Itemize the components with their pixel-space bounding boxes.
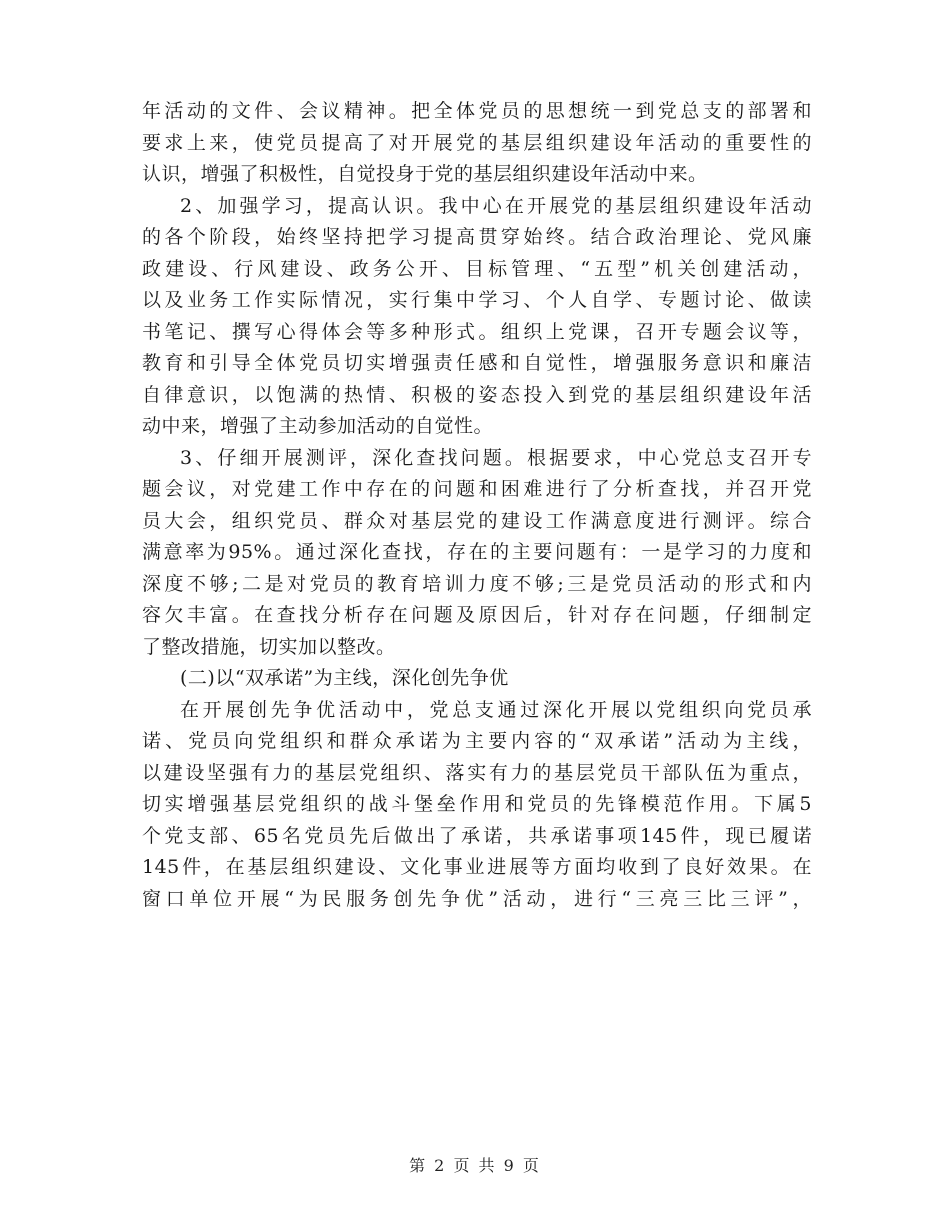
text-line: 认识，增强了积极性，自觉投身于党的基层组织建设年活动中来。 (142, 163, 708, 185)
heading-line: (二)以“双承诺”为主线，深化创先争优 (180, 667, 509, 689)
text-line: 在开展创先争优活动中，党总支通过深化开展以党组织向党员承 (180, 698, 812, 721)
text-line: 2、加强学习，提高认识。我中心在开展党的基层组织建设年活动 (180, 194, 812, 217)
text-line: 窗口单位开展“为民服务创先争优”活动，进行“三亮三比三评”， (142, 887, 812, 910)
text-line: 以及业务工作实际情况，实行集中学习、个人自学、专题讨论、做读 (142, 289, 812, 311)
paragraph-study (142, 191, 812, 443)
paragraph-continuation (142, 96, 812, 191)
section-heading (142, 663, 812, 695)
text-line: 自律意识，以饱满的热情、积极的姿态投入到党的基层组织建设年活 (142, 383, 812, 406)
text-line: 年活动的文件、会议精神。把全体党员的思想统一到党总支的部署和 (142, 100, 812, 122)
text-line: 动中来，增强了主动参加活动的自觉性。 (142, 415, 494, 437)
text-line: 了整改措施，切实加以整改。 (142, 635, 396, 658)
text-line: 切实增强基层党组织的战斗堡垒作用和党员的先锋模范作用。下属5 (142, 793, 812, 815)
text-line: 员大会，组织党员、群众对基层党的建设工作满意度进行测评。综合 (142, 509, 812, 532)
document-body (142, 96, 812, 915)
paragraph-evaluation (142, 443, 812, 664)
page-number-footer: 第 2 页 共 9 页 (409, 1156, 541, 1175)
text-line: 深度不够;二是对党员的教育培训力度不够;三是党员活动的形式和内 (142, 572, 812, 595)
text-line: 题会议，对党建工作中存在的问题和困难进行了分析查找，并召开党 (142, 478, 812, 500)
text-line: 以建设坚强有力的基层党组织、落实有力的基层党员干部队伍为重点， (142, 761, 812, 784)
text-line: 145件，在基层组织建设、文化事业进展等方面均收到了良好效果。在 (142, 856, 812, 878)
text-line: 满意率为95%。通过深化查找，存在的主要问题有：一是学习的力度和 (142, 541, 812, 563)
text-line: 个党支部、65名党员先后做出了承诺，共承诺事项145件，现已履诺 (142, 824, 812, 847)
paragraph-commitment (142, 695, 812, 916)
text-line: 要求上来，使党员提高了对开展党的基层组织建设年活动的重要性的 (142, 131, 812, 154)
text-line: 诺、党员向党组织和群众承诺为主要内容的“双承诺”活动为主线， (142, 730, 812, 752)
text-line: 3、仔细开展测评，深化查找问题。根据要求，中心党总支召开专 (180, 446, 812, 469)
text-line: 书笔记、撰写心得体会等多种形式。组织上党课，召开专题会议等， (142, 320, 812, 343)
text-line: 的各个阶段，始终坚持把学习提高贯穿始终。结合政治理论、党风廉 (142, 226, 812, 248)
text-line: 政建设、行风建设、政务公开、目标管理、“五型”机关创建活动， (142, 257, 812, 280)
text-line: 教育和引导全体党员切实增强责任感和自觉性，增强服务意识和廉洁 (142, 352, 812, 374)
text-line: 容欠丰富。在查找分析存在问题及原因后，针对存在问题，仔细制定 (142, 604, 812, 626)
